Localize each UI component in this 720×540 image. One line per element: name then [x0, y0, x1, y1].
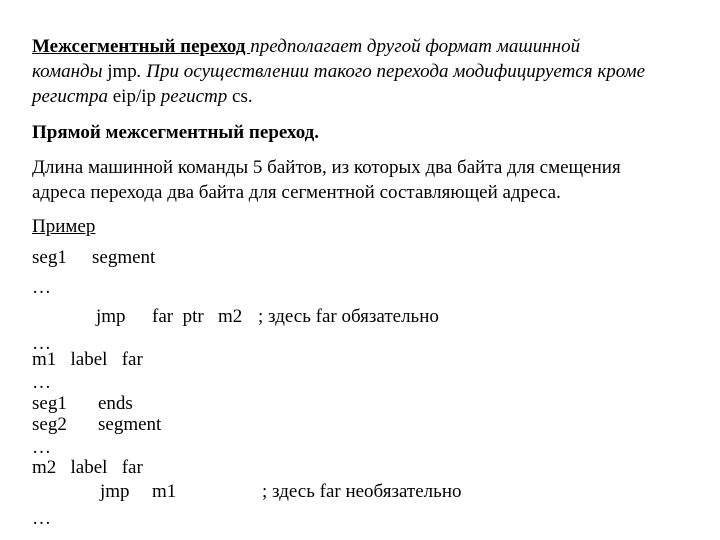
- code-m1-line: m1 label far: [32, 349, 143, 370]
- intro-line-2-b: . При осуществлении такого перехода модифицируется кроме: [136, 61, 646, 82]
- term-intersegment-jump: Межсегментный переход: [32, 36, 251, 57]
- intro-cs: cs: [232, 86, 248, 107]
- description-line-2: адреса перехода два байта для сегментной составляющей адреса.: [32, 182, 561, 203]
- section-heading: Прямой межсегментный переход.: [32, 122, 320, 143]
- code-seg1-label: seg1: [32, 247, 67, 268]
- code-ends-keyword: ends: [98, 393, 133, 414]
- code-jmp2-comment: ; здесь far необязательно: [262, 481, 462, 502]
- code-ellipsis-3: …: [32, 372, 51, 393]
- intro-line-3-b: регистр: [156, 86, 233, 107]
- intro-line-1-text: предполагает другой формат машинной: [250, 36, 581, 57]
- intro-line-1: [32, 36, 580, 58]
- code-jmp2-op: jmp: [100, 481, 130, 502]
- example-title: Пример: [32, 216, 96, 237]
- intro-line-3-c: .: [247, 86, 253, 107]
- code-ellipsis-2: …: [32, 333, 51, 354]
- intro-jmp: jmp: [107, 61, 137, 82]
- code-jmp1-arg: far ptr m2: [152, 306, 243, 327]
- code-ends-label: seg1: [32, 393, 67, 414]
- code-ellipsis-4: …: [32, 437, 51, 458]
- intro-line-3: [32, 86, 253, 108]
- intro-eip: eip/ip: [112, 86, 157, 107]
- code-jmp2-arg: m1: [152, 481, 177, 502]
- intro-line-2: [32, 61, 645, 83]
- code-jmp1-op: jmp: [96, 306, 126, 327]
- code-ends-line: [32, 393, 133, 415]
- code-seg2-line: [32, 414, 162, 436]
- code-jmp1-comment: ; здесь far обязательно: [258, 306, 439, 327]
- description-line-1: Длина машинной команды 5 байтов, из которых два байта для смещения: [32, 157, 621, 178]
- code-seg2-label: seg2: [32, 414, 67, 435]
- code-m2-line: m2 label far: [32, 457, 143, 478]
- intro-line-3-a: регистра: [32, 86, 113, 107]
- code-seg1-keyword: segment: [92, 247, 156, 268]
- intro-line-2-a: команды: [32, 61, 108, 82]
- code-ellipsis-5: …: [32, 508, 51, 529]
- code-seg2-keyword: segment: [98, 414, 162, 435]
- code-ellipsis-1: …: [32, 277, 51, 298]
- code-seg1-line: [32, 247, 156, 269]
